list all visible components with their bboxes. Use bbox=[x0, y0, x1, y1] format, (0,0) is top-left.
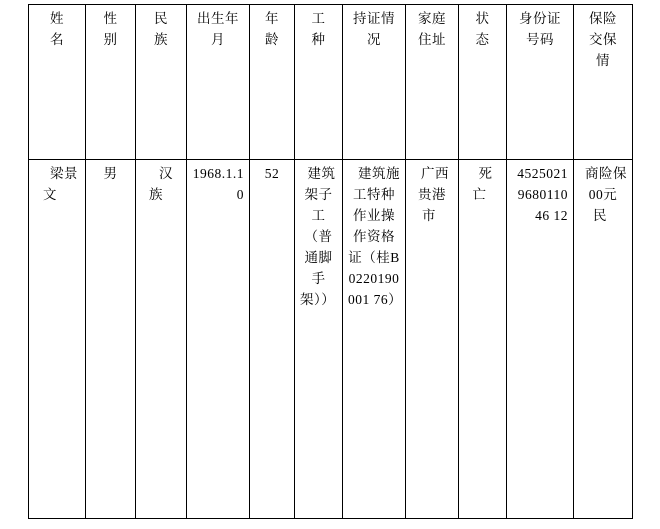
column-header-label: 工种 bbox=[311, 11, 326, 47]
table-row bbox=[29, 160, 633, 519]
column-header-label: 持证情况 bbox=[353, 11, 395, 47]
cell-value: 52 bbox=[264, 166, 280, 181]
column-header-label: 身份证号码 bbox=[519, 11, 561, 47]
cell-worktype bbox=[295, 160, 343, 519]
cell-value: 建筑施工特种作业操作资格证（桂B0220190001 76） bbox=[348, 166, 403, 307]
table-header-row bbox=[29, 5, 633, 160]
cell-gender bbox=[86, 160, 136, 519]
column-header-address bbox=[406, 5, 459, 160]
column-header-gender bbox=[86, 5, 136, 160]
cell-name bbox=[29, 160, 86, 519]
column-header-label: 家庭住址 bbox=[418, 11, 446, 47]
column-header-insurance bbox=[574, 5, 633, 160]
column-header-idnumber bbox=[507, 5, 574, 160]
cell-value: 死亡 bbox=[472, 166, 493, 202]
column-header-name bbox=[29, 5, 86, 160]
column-header-status bbox=[459, 5, 507, 160]
cell-value: 梁景文 bbox=[43, 166, 78, 202]
cell-value: 商险保00元民 bbox=[585, 166, 627, 223]
cell-value: 男 bbox=[103, 166, 118, 181]
column-header-label: 保险交保情 bbox=[589, 11, 617, 68]
cell-age bbox=[250, 160, 295, 519]
cell-address bbox=[406, 160, 459, 519]
worker-info-table bbox=[28, 4, 633, 519]
cell-certificate bbox=[343, 160, 406, 519]
column-header-label: 性别 bbox=[103, 11, 118, 47]
cell-value: 1968.1.10 bbox=[192, 166, 244, 202]
column-header-worktype bbox=[295, 5, 343, 160]
cell-insurance bbox=[574, 160, 633, 519]
cell-ethnicity bbox=[136, 160, 187, 519]
column-header-label: 出生年月 bbox=[197, 11, 239, 47]
column-header-label: 状态 bbox=[475, 11, 490, 47]
column-header-age bbox=[250, 5, 295, 160]
cell-value: 汉族 bbox=[149, 166, 173, 202]
cell-idnumber bbox=[507, 160, 574, 519]
column-header-birth bbox=[187, 5, 250, 160]
cell-status bbox=[459, 160, 507, 519]
column-header-label: 姓名 bbox=[50, 11, 64, 47]
cell-birth bbox=[187, 160, 250, 519]
column-header-label: 年龄 bbox=[265, 11, 279, 47]
column-header-label: 民族 bbox=[154, 11, 168, 47]
cell-value: 建筑架子工（普通脚手架）） bbox=[300, 166, 336, 307]
column-header-ethnicity bbox=[136, 5, 187, 160]
column-header-certificate bbox=[343, 5, 406, 160]
cell-value: 广西贵港市 bbox=[418, 166, 449, 223]
cell-value: 4525021968011046 12 bbox=[517, 166, 568, 223]
